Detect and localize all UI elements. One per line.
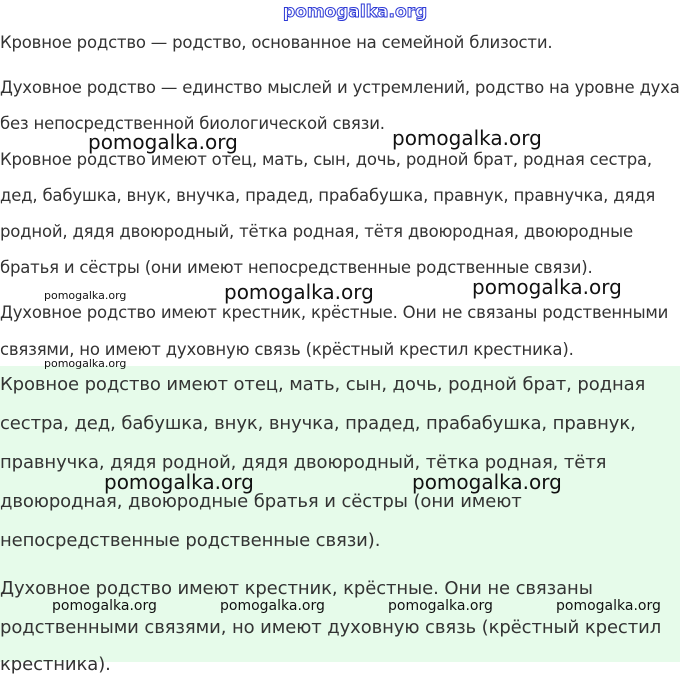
text-line: родственными связями, но имеют духовную связь (крёстный крестил bbox=[0, 617, 662, 638]
text-line: родной, дядя двоюродный, тётка родная, тётя двоюродная, двоюродные bbox=[0, 222, 633, 241]
watermark: pomogalka.org bbox=[44, 289, 127, 302]
text-line: без непосредственной биологической связи. bbox=[0, 114, 385, 133]
text-line: Духовное родство имеют крестник, крёстные. Они не связаны bbox=[0, 578, 593, 599]
text-line: братья и сёстры (они имеют непосредственные родственные связи). bbox=[0, 258, 593, 277]
text-line: дед, бабушка, внук, внучка, прадед, прабабушка, правнук, правнучка, дядя bbox=[0, 186, 656, 205]
watermark: pomogalka.org bbox=[388, 598, 493, 614]
watermark: pomogalka.org bbox=[412, 470, 562, 494]
text-line: Кровное родство имеют отец, мать, сын, дочь, родной брат, родная сестра, bbox=[0, 150, 652, 169]
text-line: Кровное родство имеют отец, мать, сын, дочь, родной брат, родная bbox=[0, 374, 646, 395]
text-line: правнучка, дядя родной, дядя двоюродный, тётка родная, тётя bbox=[0, 452, 607, 473]
text-line: Духовное родство — единство мыслей и устремлений, родство на уровне духа bbox=[0, 78, 680, 97]
watermark: pomogalka.org bbox=[224, 280, 374, 304]
text-line: двоюродная, двоюродные братья и сёстры (они имеют bbox=[0, 491, 522, 512]
watermark: pomogalka.org bbox=[472, 275, 622, 299]
watermark: pomogalka.org bbox=[52, 598, 157, 614]
watermark: pomogalka.org bbox=[88, 130, 238, 154]
text-line: крестника). bbox=[0, 654, 111, 675]
text-line: связями, но имеют духовную связь (крёстный крестил крестника). bbox=[0, 340, 574, 359]
text-line: Кровное родство — родство, основанное на семейной близости. bbox=[0, 33, 553, 52]
text-line: непосредственные родственные связи). bbox=[0, 530, 381, 551]
watermark: pomogalka.org bbox=[44, 357, 127, 370]
text-line: сестра, дед, бабушка, внук, внучка, прадед, прабабушка, правнук, bbox=[0, 413, 636, 434]
watermark: pomogalka.org bbox=[104, 470, 254, 494]
text-line: Духовное родство имеют крестник, крёстные. Они не связаны родственными bbox=[0, 303, 669, 322]
watermark: pomogalka.org bbox=[392, 126, 542, 150]
watermark: pomogalka.org bbox=[220, 598, 325, 614]
watermark-top: pomogalka.org bbox=[283, 2, 428, 22]
watermark: pomogalka.org bbox=[556, 598, 661, 614]
